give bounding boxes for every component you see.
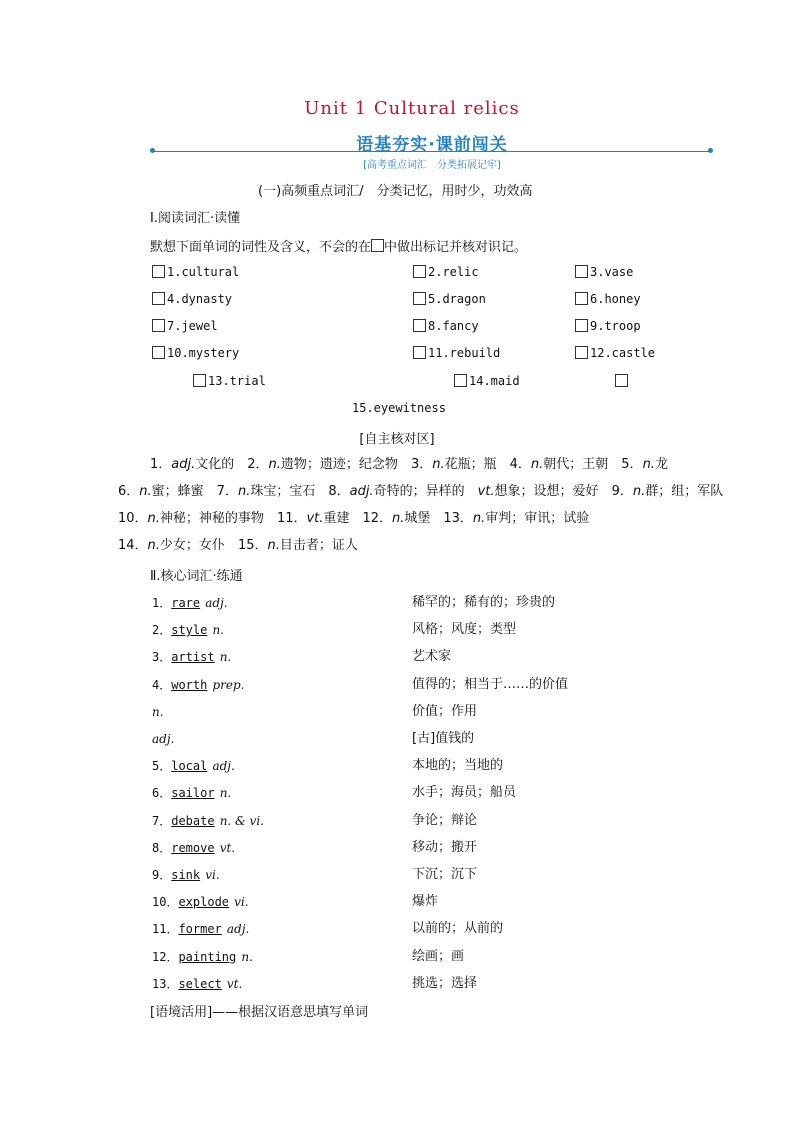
item-number: 13． [152, 977, 179, 991]
vocab-item: 14.maid [454, 374, 520, 388]
part-of-speech: n. [212, 623, 224, 637]
vocab-word: remove [171, 841, 215, 855]
page-title: Unit 1 Cultural relics [304, 98, 520, 119]
part-of-speech: adj. [226, 922, 250, 936]
part-of-speech: adj. [205, 596, 228, 610]
answer-line-2: 6．n.蜜；蜂蜜 7．n.珠宝；宝石 8．adj.奇特的；异样的 vt.想象；设想；爱好 9．n.群；组；军队 [118, 484, 737, 499]
checkbox[interactable] [575, 346, 588, 359]
core-vocab-meaning: [古]值钱的 [412, 731, 475, 746]
core-vocab-meaning: 值得的；相当于……的价值 [412, 677, 569, 692]
answer-line-4: 14．n.少女；女仆 15．n.目击者；证人 [118, 538, 358, 553]
part-of-speech: adj. [212, 759, 235, 773]
vocab-item: 1.cultural [152, 265, 239, 279]
answer-line-1: 1．adj.文化的 2．n.遗物；遗迹；纪念物 3．n.花瓶；瓶 4．n.朝代；王朝 5．n.龙 [150, 457, 668, 472]
item-number: 8． [152, 841, 172, 855]
vocab-word: artist [171, 650, 215, 664]
core-vocab-meaning: 爆炸 [412, 894, 439, 909]
vocab-item: 5.dragon [413, 292, 486, 306]
part1-instruction [150, 236, 527, 255]
checkbox[interactable] [152, 346, 165, 359]
checkbox[interactable] [615, 374, 628, 387]
part-of-speech: vi. [234, 895, 249, 909]
core-vocab-term [152, 782, 231, 801]
banner-rule [152, 151, 711, 152]
checkbox[interactable] [193, 374, 206, 387]
item-number: 11． [152, 922, 179, 936]
core-vocab-meaning: 艺术家 [412, 649, 452, 664]
part-of-speech: n. [219, 650, 232, 664]
section-heading: (一)高频重点词汇/ 分类记忆，用时少，功效高 [258, 184, 533, 199]
core-vocab-meaning: 价值；作用 [412, 704, 478, 719]
checkbox[interactable] [152, 265, 165, 278]
vocab-item: 9.troop [575, 319, 641, 333]
vocab-word: former [178, 922, 222, 936]
checkbox[interactable] [575, 319, 588, 332]
answer-key [118, 451, 737, 559]
vocab-word: worth [171, 678, 208, 692]
core-vocab-meaning: 稀罕的；稀有的；珍贵的 [412, 595, 556, 610]
part-of-speech: n. [152, 705, 164, 719]
checkbox[interactable] [413, 319, 426, 332]
banner-note: [高考重点词汇 分类拓展记牢] [363, 160, 501, 171]
checkbox-sample-icon [371, 239, 384, 252]
core-vocab-meaning: 绘画；画 [412, 949, 465, 964]
vocab-item: 11.rebuild [413, 346, 500, 360]
instruction-text-after: 中做出标记并核对识记。 [384, 240, 528, 255]
vocab-item: 4.dynasty [152, 292, 232, 306]
checkbox[interactable] [575, 265, 588, 278]
answer-line-3: 10．n.神秘；神秘的事物 11．vt.重建 12．n.城堡 13．n.审判；审讯；试验 [118, 511, 590, 526]
item-number: 6． [152, 786, 172, 800]
vocab-word: local [171, 759, 208, 773]
item-number: 5． [152, 759, 172, 773]
part-of-speech: n. [241, 950, 253, 964]
rule-dot-left [150, 148, 155, 153]
core-vocab-term [152, 701, 164, 720]
vocab-item: 12.castle [575, 346, 655, 360]
vocab-item: 8.fancy [413, 319, 479, 333]
item-number: 10． [152, 895, 179, 909]
core-vocab-term [152, 674, 244, 693]
core-vocab-term [152, 619, 224, 638]
instruction-text-before: 默想下面单词的词性及含义，不会的在 [150, 240, 372, 255]
core-vocab-meaning: 移动；搬开 [412, 840, 478, 855]
checkbox[interactable] [575, 292, 588, 305]
checkbox[interactable] [413, 265, 426, 278]
vocab-word: select [178, 977, 222, 991]
vocab-word: rare [171, 596, 201, 610]
core-vocab-term [152, 891, 249, 910]
vocab-item: 13.trial [193, 374, 266, 388]
part-of-speech: prep. [212, 678, 245, 692]
part-of-speech: n. [219, 786, 232, 800]
section-banner: 语基夯实·课前闯关 [356, 135, 508, 155]
item-number: 2． [152, 623, 172, 637]
vocab-word: sink [171, 868, 201, 882]
checkbox[interactable] [413, 346, 426, 359]
vocab-item: 10.mystery [152, 346, 239, 360]
core-vocab-meaning: 本地的；当地的 [412, 758, 504, 773]
part-of-speech: vi. [205, 868, 220, 882]
item-number: 7． [152, 814, 172, 828]
vocab-item: 7.jewel [152, 319, 218, 333]
item-number: 12． [152, 950, 179, 964]
item-number: 4． [152, 678, 172, 692]
core-vocab-meaning: 争论；辩论 [412, 813, 478, 828]
core-vocab-meaning: 下沉；沉下 [412, 867, 478, 882]
part-of-speech: adj. [152, 732, 175, 746]
core-vocab-term [152, 864, 220, 883]
core-vocab-term [152, 728, 174, 747]
part-of-speech: vt. [219, 841, 236, 855]
core-vocab-meaning: 挑选；选择 [412, 976, 478, 991]
part1-heading: Ⅰ.阅读词汇·读懂 [150, 211, 241, 226]
part-of-speech: vt. [226, 977, 243, 991]
core-vocab-term [152, 592, 228, 611]
core-vocab-term [152, 837, 235, 856]
core-vocab-meaning: 风格；风度；类型 [412, 622, 517, 637]
checkbox[interactable] [152, 319, 165, 332]
vocab-word: painting [178, 950, 237, 964]
item-number: 9． [152, 868, 172, 882]
item-number: 1． [152, 596, 172, 610]
vocab-item [615, 374, 630, 388]
vocab-word: explode [178, 895, 230, 909]
item-number: 3． [152, 650, 172, 664]
vocab-item: 3.vase [575, 265, 633, 279]
footer-heading: [语境活用]——根据汉语意思填写单词 [150, 1005, 369, 1020]
core-vocab-term [152, 973, 242, 992]
vocab-item: 15.eyewitness [352, 401, 446, 415]
part2-heading: Ⅱ.核心词汇·练通 [150, 569, 243, 584]
checkbox[interactable] [152, 292, 165, 305]
core-vocab-meaning: 以前的；从前的 [412, 921, 504, 936]
vocab-word: style [171, 623, 208, 637]
core-vocab-term [152, 755, 235, 774]
vocab-word: sailor [171, 786, 215, 800]
core-vocab-term [152, 946, 253, 965]
part-of-speech: n. & vi. [219, 814, 264, 828]
core-vocab-term [152, 810, 264, 829]
checkbox[interactable] [454, 374, 467, 387]
vocab-word: debate [171, 814, 215, 828]
core-vocab-term [152, 646, 231, 665]
vocab-item: 6.honey [575, 292, 641, 306]
checkbox[interactable] [413, 292, 426, 305]
core-vocab-term [152, 918, 249, 937]
rule-dot-right [708, 148, 713, 153]
core-vocab-meaning: 水手；海员；船员 [412, 785, 517, 800]
vocab-item: 2.relic [413, 265, 479, 279]
check-area-label: [自主核对区] [359, 432, 435, 447]
